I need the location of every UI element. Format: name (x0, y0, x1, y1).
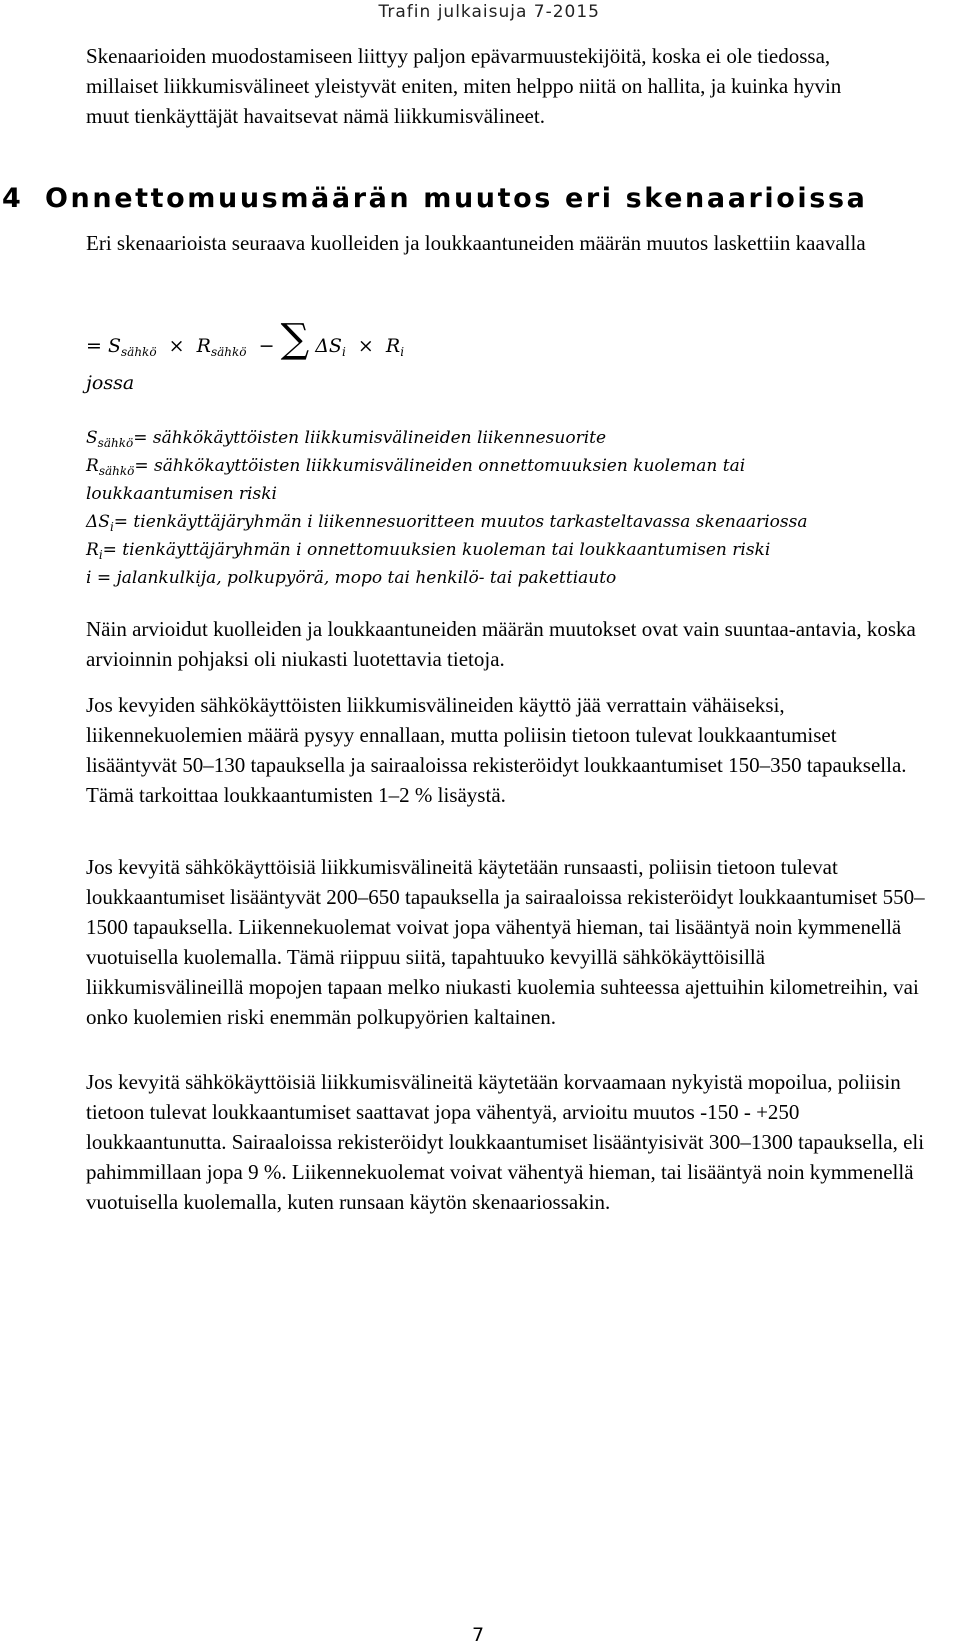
formula: = $S_{sähkö} \times R_{sähkö}$ − ∑ $\Delta S_i \times R_i$ (86, 316, 405, 362)
definition-i: i = jalankulkija, polkupyörä, mopo tai henkilö- tai pakettiauto (86, 568, 617, 588)
definition-list (86, 424, 926, 592)
definition-r-sahko-cont: loukkaantumisen riski (86, 484, 277, 504)
section-title: Onnettomuusmäärän muutos eri skenaarioissa (45, 183, 868, 214)
paragraph-2: Jos kevyiden sähkökäyttöisten liikkumisvälineiden käyttö jää verrattain vähäiseksi, liikennekuolemien määrä pysyy ennallaan, mutta poliisin tietoon tulevat loukkaantumiset lisääntyvät 50–130 tapauksella ja sairaaloissa rekisteröidyt loukkaantumiset 150–350 tapauksella. Tämä tarkoittaa loukkaantumisten 1–2 % lisäystä. (86, 693, 907, 807)
page-number: 7 (472, 1624, 485, 1646)
definition-r-sahko: $R_{sähkö}=$ sähkökayttöisten liikkumisvälineiden onnettomuuksien kuoleman tai (86, 456, 746, 478)
paragraph-3: Jos kevyitä sähkökäyttöisiä liikkumisvälineitä käytetään runsaasti, poliisin tietoon tulevat loukkaantumiset lisääntyvät 200–650 tapauksella ja sairaaloissa rekisteröidyt loukkaantumiset 550–1500 tapauksella. Liikennekuolemat voivat jopa vähentyä hieman, tai lisääntyä noin kymmenellä vuotuisella kuolemalla. Tämä riippuu siitä, tapahtuuko kevyillä sähkökäyttöisillä liikkumisvälineillä mopojen tapaan melko niukasti kuolemia suhteessa ajettuihin kilometreihin, vai onko kuolemien riski enemmän polkupyörien kaltainen. (86, 855, 925, 1029)
section-number: 4 (2, 183, 24, 214)
running-header: Trafin julkaisuja 7-2015 (378, 2, 600, 22)
definition-s-sahko: $S_{sähkö}=$ sähkökäyttöisten liikkumisvälineiden liikennesuorite (86, 428, 607, 450)
formula-intro: Eri skenaarioista seuraava kuolleiden ja loukkaantuneiden määrän muutos laskettiin kaavalla (86, 231, 866, 255)
jossa-label: jossa (86, 372, 135, 394)
paragraph-4: Jos kevyitä sähkökäyttöisiä liikkumisvälineitä käytetään korvaamaan nykyistä mopoilua, poliisin tietoon tulevat loukkaantumiset saattavat jopa vähentyä, arvioitu muutos -150 - +250 loukkaantunutta. Sairaaloissa rekisteröidyt loukkaantumiset lisääntyisivät 300–1300 tapauksella, eli pahimmillaan jopa 9 %. Liikennekuolemat voivat vähentyä hieman, tai lisääntyä noin kymmenellä vuotuisella kuolemalla, kuten runsaan käytön skenaariossakin. (86, 1070, 925, 1214)
definition-r-i: $R_i=$ tienkäyttäjäryhmän i onnettomuuksien kuoleman tai loukkaantumisen riski (86, 540, 771, 562)
sum-symbol: ∑ (280, 316, 310, 362)
paragraph-1: Näin arvioidut kuolleiden ja loukkaantuneiden määrän muutokset ovat vain suuntaa-antavia, koska arvioinnin pohjaksi oli niukasti luotettavia tietoja. (86, 617, 916, 671)
definition-delta-s: $\Delta S_i=$ tienkäyttäjäryhmän i liikennesuoritteen muutos tarkasteltavassa skenaariossa (86, 512, 808, 534)
intro-paragraph: Skenaarioiden muodostamiseen liittyy paljon epävarmuustekijöitä, koska ei ole tiedossa, millaiset liikkumisvälineet yleistyvät eniten, miten helppo niitä on hallita, ja kuinka hyvin muut tienkäyttäjät havaitsevat nämä liikkumisvälineet. (86, 44, 842, 128)
